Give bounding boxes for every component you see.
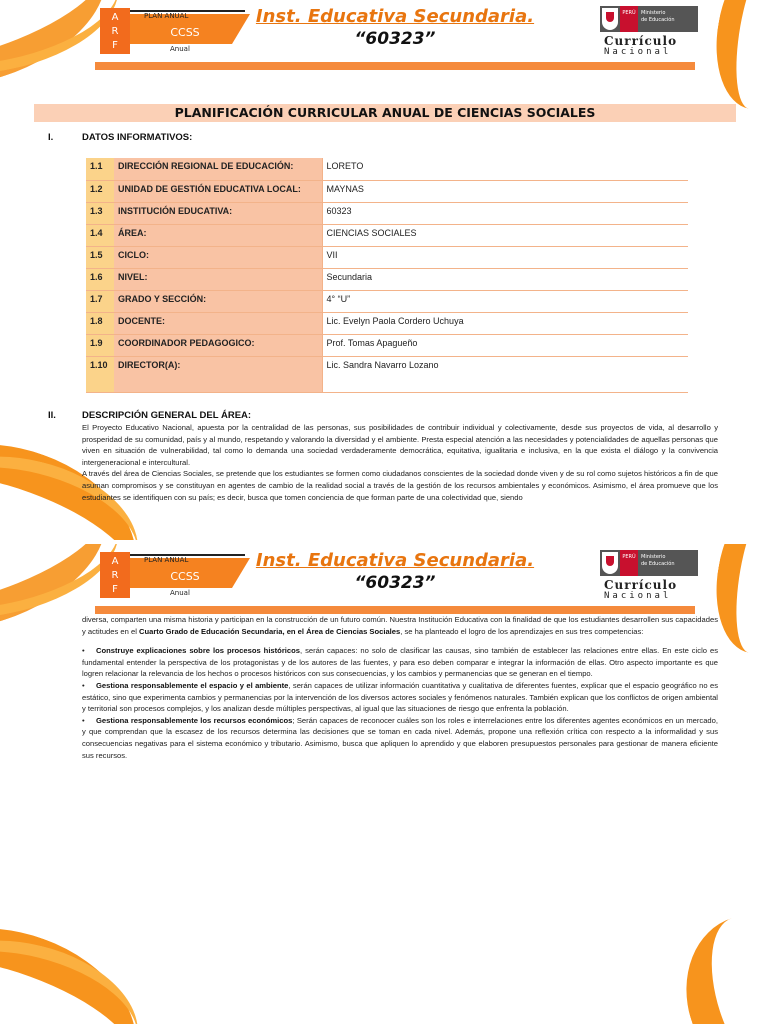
peru-label: PERÚ (620, 550, 638, 576)
ministry-name-1: Ministerio (641, 554, 666, 560)
table-row (86, 246, 688, 268)
competency-title: Gestiona responsablemente el espacio y el ambiente (96, 680, 289, 690)
table-row (86, 180, 688, 202)
row-number: 1.1 (86, 158, 114, 180)
badge-ccss-label: CCSS (170, 26, 200, 39)
course-badge (100, 552, 250, 598)
peru-shield-icon (602, 8, 618, 30)
curriculo-logo-subtext: Nacional (604, 47, 672, 57)
school-number: “60323” (354, 29, 436, 49)
row-label: UNIDAD DE GESTIÓN EDUCATIVA LOCAL: (114, 180, 322, 202)
ministry-name-1: Ministerio (641, 10, 666, 16)
row-number: 1.6 (86, 268, 114, 290)
row-number: 1.3 (86, 202, 114, 224)
row-value: 4° “U” (322, 290, 688, 312)
row-number: 1.8 (86, 312, 114, 334)
row-label: CICLO: (114, 246, 322, 268)
document-page-2 (0, 544, 768, 1024)
table-row (86, 202, 688, 224)
row-value: Secundaria (322, 268, 688, 290)
page-header (0, 544, 768, 616)
school-name: Inst. Educativa Secundaria. (255, 6, 535, 27)
table-row (86, 312, 688, 334)
competency-title: Construye explicaciones sobre los procesos históricos (96, 646, 300, 656)
page-header (0, 0, 768, 72)
section-title: DATOS INFORMATIVOS: (82, 132, 193, 143)
curriculo-logo-text: Currículo (604, 34, 678, 48)
row-number: 1.7 (86, 290, 114, 312)
row-value: MAYNAS (322, 180, 688, 202)
badge-ccss-label: CCSS (170, 570, 200, 583)
row-value: Prof. Tomas Apagueño (322, 334, 688, 356)
badge-letter: F (112, 40, 118, 51)
info-table (86, 158, 688, 393)
school-title (240, 550, 550, 593)
table-row (86, 290, 688, 312)
row-value: LORETO (322, 158, 688, 180)
header-divider (95, 62, 695, 70)
section-title: DESCRIPCIÓN GENERAL DEL ÁREA: (82, 410, 252, 421)
badge-letter: R (111, 26, 119, 37)
curriculo-logo-text: Currículo (604, 578, 678, 592)
table-row (86, 268, 688, 290)
row-value: Lic. Sandra Navarro Lozano (322, 356, 688, 392)
table-row (86, 158, 688, 180)
row-value: CIENCIAS SOCIALES (322, 224, 688, 246)
row-label: DIRECCIÓN REGIONAL DE EDUCACIÓN: (114, 158, 322, 180)
ministry-logo (600, 6, 698, 32)
row-label: DIRECTOR(A): (114, 356, 322, 392)
bullet-icon: • (82, 680, 85, 690)
grade-area-highlight: Cuarto Grado de Educación Secundaria, en el Área de Ciencias Sociales (139, 626, 401, 636)
ministry-name-2: de Educación (641, 17, 675, 23)
row-value: Lic. Evelyn Paola Cordero Uchuya (322, 312, 688, 334)
bullet-icon: • (82, 715, 85, 725)
competency-item: • Gestiona responsablemente los recursos económicos; Serán capaces de reconocer cuáles son los roles e interrelaciones entre los diferentes agentes económicos en un mercado, y que comprendan que la escasez de los recursos determina las decisiones que se toman en cada nivel. Además, propone una reflexión crítica con respecto a la informalidad y sus consecuencias negativas para el sistema económico y tributario. Asimismo, busca que apliquen lo aprendido y que elaboren presupuestos personales para gestionar de manera eficiente sus recursos. (82, 715, 718, 760)
paragraph: diversa, comparten una misma historia y participan en la construcción de un futuro común. Nuestra Institución Educativa con la finalidad de que los estudiantes desarrollen sus capacidades y actitudes en el Cuarto Grado de Educación Secundaria, en el Área de Ciencias Sociales, se ha planteado el logro de los aprendizajes en sus tres competencias: (82, 615, 718, 636)
row-label: NIVEL: (114, 268, 322, 290)
bullet-icon: • (82, 646, 85, 656)
row-label: GRADO Y SECCIÓN: (114, 290, 322, 312)
table-row (86, 334, 688, 356)
row-number: 1.10 (86, 356, 114, 392)
badge-sub-label: Anual (170, 45, 190, 53)
section-number: I. (48, 132, 54, 143)
competency-item: • Construye explicaciones sobre los procesos históricos, serán capaces: no solo de clasificar las causas, sino también de establecer las relaciones entre ellas. En este ciclo es fundamental entender la perspectiva de los protagonistas y de los autores de las fuentes, y para eso deben comparar e integrar la información de ellas. Otro aspecto importante es que logren relacionar la relevancia de los hechos o procesos históricos con sus consecuencias, y los cambios y permanencias que se generan en el tiempo. (82, 646, 718, 679)
school-name: Inst. Educativa Secundaria. (255, 550, 535, 571)
page-title: PLANIFICACIÓN CURRICULAR ANUAL DE CIENCIAS SOCIALES (34, 104, 736, 122)
paragraph: A través del área de Ciencias Sociales, se pretende que los estudiantes se formen como ciudadanos conscientes de la sociedad donde viven y de su rol como sujetos históricos a fin de que asuman compromisos y se constituyan en agentes de cambio de la realidad social a través de la gestión de los recursos ambientales y económicos. Asimismo, el área promueve que los estudiantes se identifiquen con su país; es decir, busca que tomen conciencia de que forman parte de una colectividad que, siendo (82, 469, 718, 502)
badge-letter: A (111, 12, 119, 23)
badge-letter: R (111, 570, 119, 581)
badge-letter: A (111, 556, 119, 567)
row-label: INSTITUCIÓN EDUCATIVA: (114, 202, 322, 224)
school-title (240, 6, 550, 49)
ministry-name-2: de Educación (641, 561, 675, 567)
school-number: “60323” (354, 573, 436, 593)
paragraph: El Proyecto Educativo Nacional, apuesta por la centralidad de las personas, sus posibilidades de contribuir individual y colectivamente, desde sus proyectos de vida, al desarrollo y prosperidad de su comunidad, país y al mundo, respetando y valorando la diversidad y el ambiente. Presta especial atención a las necesidades y potencialidades de aquellas personas que viven en situación de vulnerabilidad, tal como lo demanda una sociedad verdaderamente democrática, equitativa, igualitaria e inclusiva, en la que exista el diálogo y la convivencia intergeneracional e intercultural. (82, 423, 718, 467)
section-description-continued (82, 614, 718, 761)
row-label: ÁREA: (114, 224, 322, 246)
badge-letter: F (112, 584, 118, 595)
row-value: VII (322, 246, 688, 268)
ministry-logo (600, 550, 698, 576)
peru-label: PERÚ (620, 6, 638, 32)
peru-shield-icon (602, 552, 618, 574)
row-number: 1.4 (86, 224, 114, 246)
competency-item: • Gestiona responsablemente el espacio y el ambiente, serán capaces de utilizar información cuantitativa y cualitativa de diferentes fuentes, explicar que el espacio geográfico no es estático, sino que experimenta cambios y permanencias por la intervención de los diversos actores sociales y fenómenos naturales. También explican que los conflictos de origen ambiental y territorial son procesos complejos, y los analizan desde múltiples perspectivas, al igual que las situaciones de riesgo que enfrenta la población. (82, 680, 718, 714)
competency-title: Gestiona responsablemente los recursos económicos (96, 715, 293, 725)
decorative-swoosh (665, 897, 768, 1024)
table-row (86, 356, 688, 392)
badge-top-label: PLAN ANUAL (144, 556, 189, 564)
badge-top-label: PLAN ANUAL (144, 12, 189, 20)
section-description (82, 422, 718, 503)
row-label: COORDINADOR PEDAGOGICO: (114, 334, 322, 356)
row-number: 1.2 (86, 180, 114, 202)
header-divider (95, 606, 695, 614)
section-number: II. (48, 410, 56, 421)
badge-sub-label: Anual (170, 589, 190, 597)
row-label: DOCENTE: (114, 312, 322, 334)
row-number: 1.5 (86, 246, 114, 268)
course-badge (100, 8, 250, 54)
row-number: 1.9 (86, 334, 114, 356)
table-row (86, 224, 688, 246)
curriculo-logo-subtext: Nacional (604, 591, 672, 601)
row-value: 60323 (322, 202, 688, 224)
